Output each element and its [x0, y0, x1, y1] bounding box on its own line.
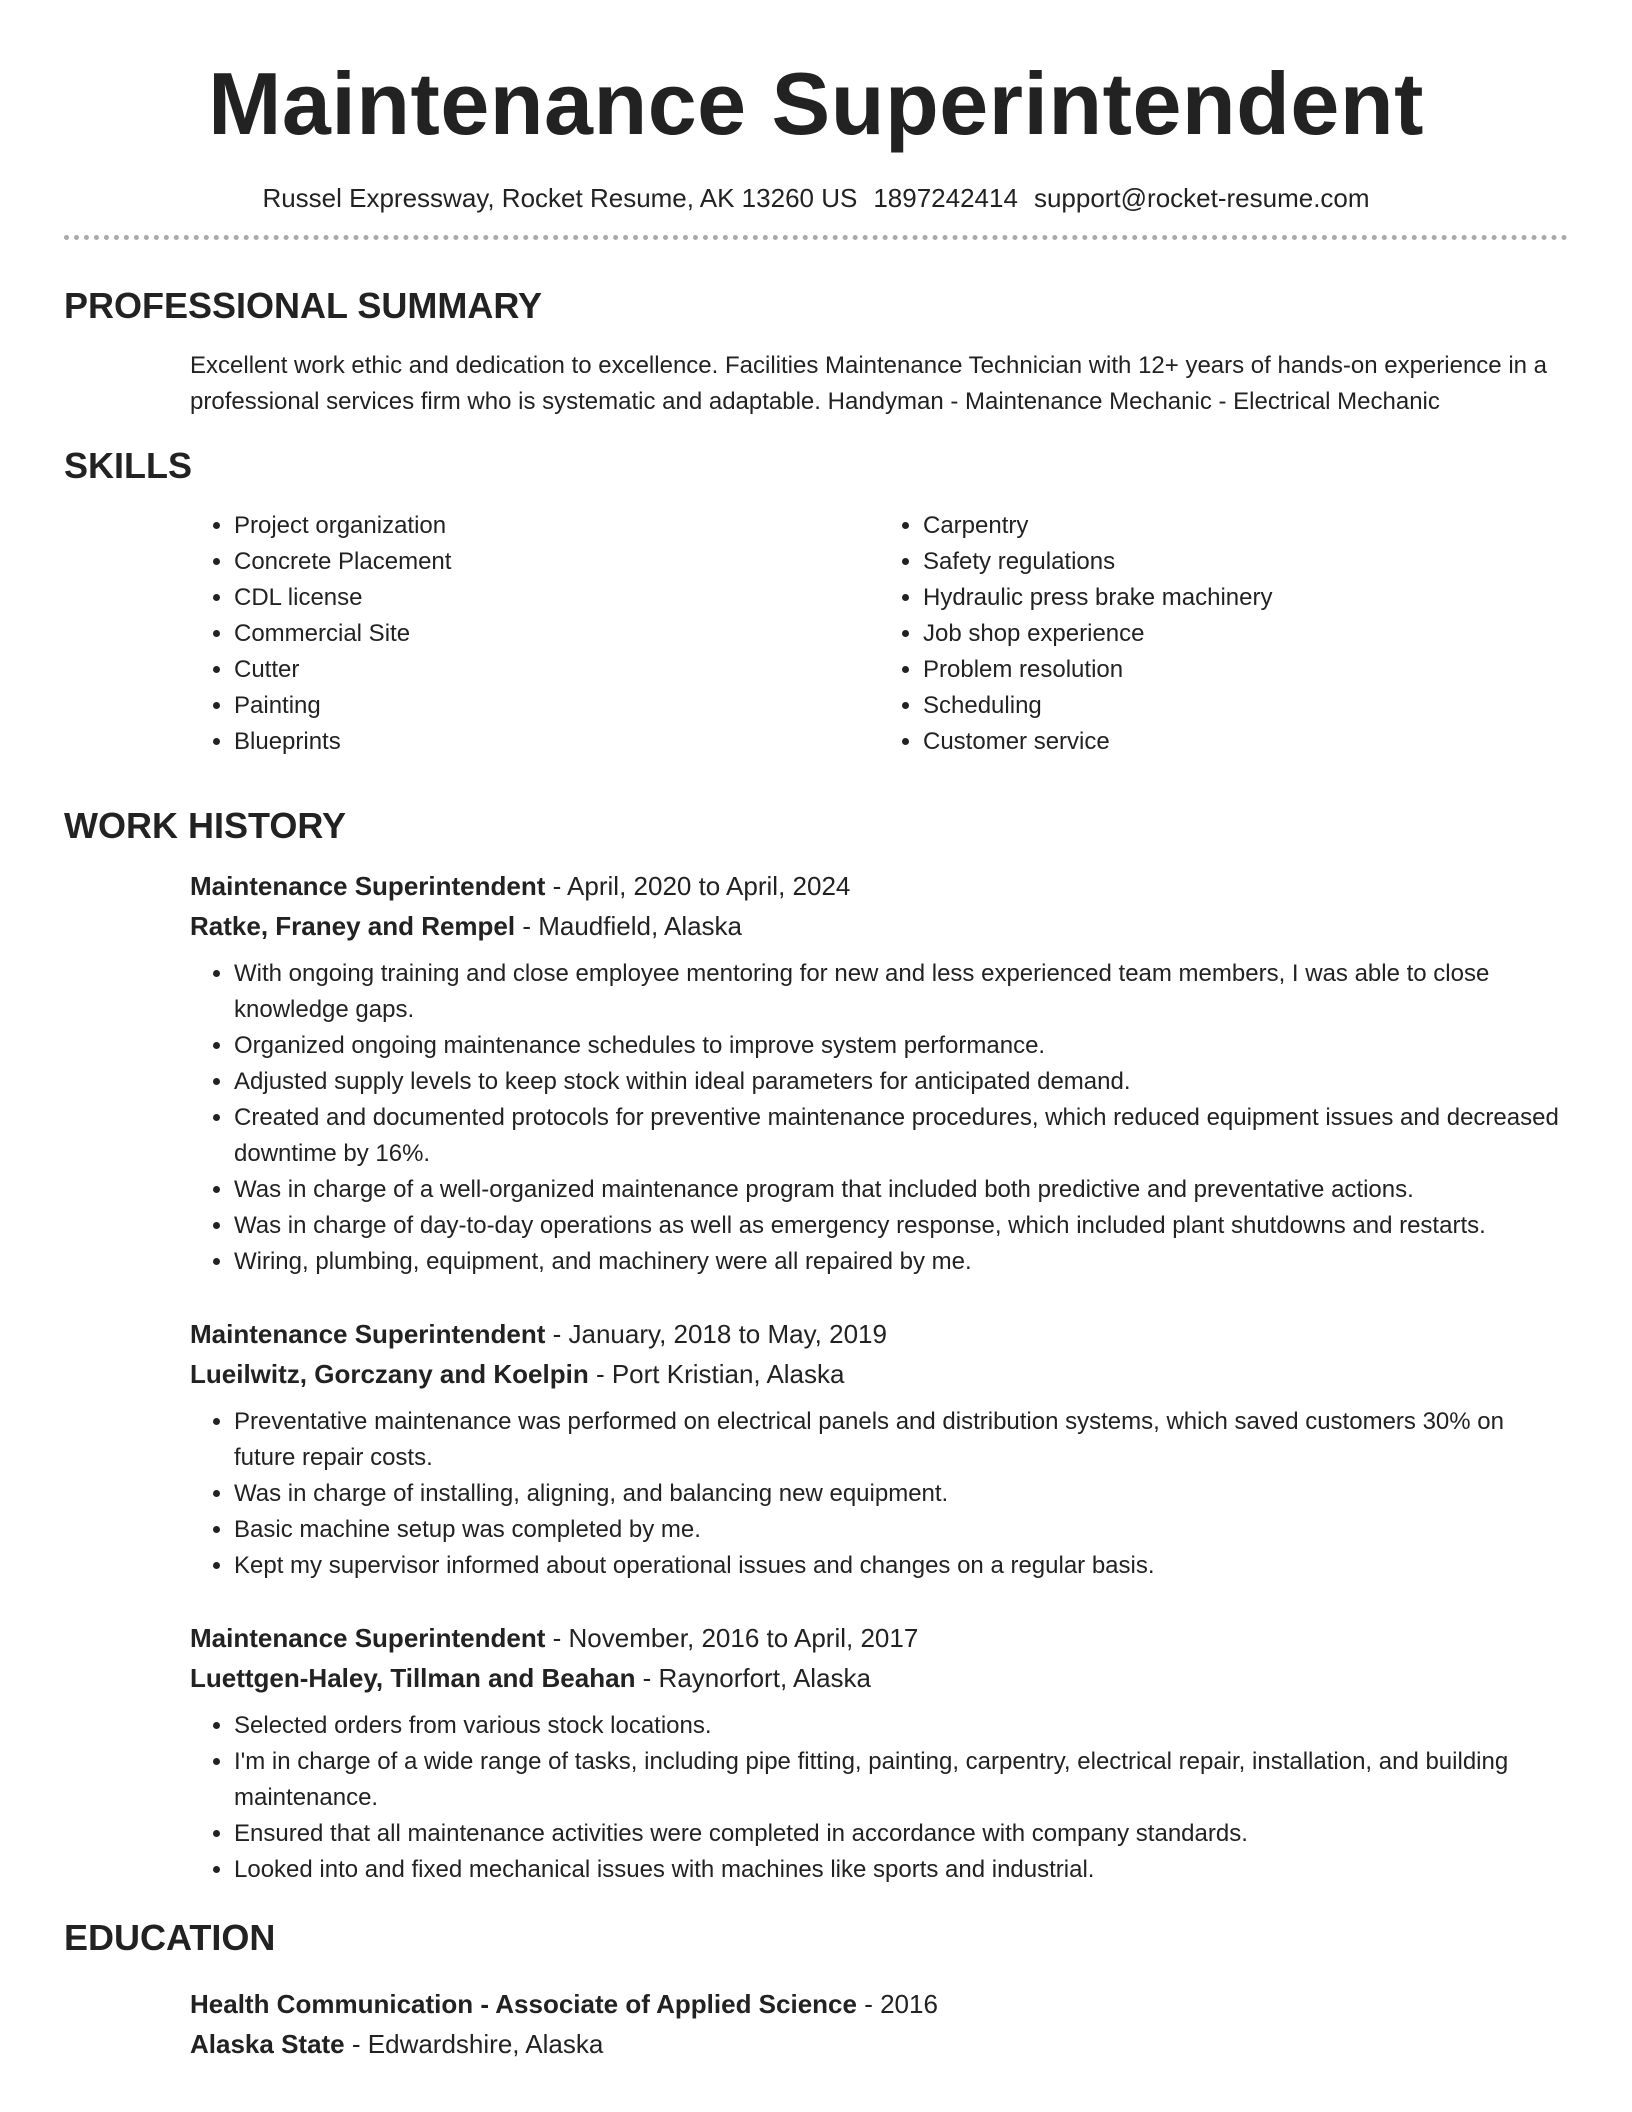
- education-entry: [190, 1984, 1568, 2064]
- summary-text: Excellent work ethic and dedication to excellence. Facilities Maintenance Technician with 12+ years of hands-on experience in a professional services firm who is systematic and adaptable. Handyman - Maintenance Mechanic - Electrical Mechanic: [190, 352, 1548, 415]
- job-entry: [190, 1314, 1568, 1584]
- skills-list-left: [190, 508, 879, 760]
- skill-item: • Commercial Site: [234, 616, 879, 652]
- education-school-line: [190, 2024, 1568, 2064]
- job-dates: - April, 2020 to April, 2024: [545, 871, 851, 901]
- skill-item: • Safety regulations: [923, 544, 1568, 580]
- job-title: Maintenance Superintendent: [190, 871, 546, 901]
- skill-item: • Blueprints: [234, 724, 879, 760]
- skill-item: • Painting: [234, 688, 879, 724]
- contact-email: support@rocket-resume.com: [1033, 183, 1370, 213]
- education-degree-line: [190, 1984, 1568, 2024]
- job-bullet: • Created and documented protocols for preventive maintenance procedures, which reduced equipment issues and decreased downtime by 16%.: [234, 1100, 1568, 1172]
- job-entry: [190, 866, 1568, 1280]
- skill-item: • Hydraulic press brake machinery: [923, 580, 1568, 616]
- job-title-line: [190, 1618, 1568, 1658]
- skill-item: • Customer service: [923, 724, 1568, 760]
- skill-item: • Project organization: [234, 508, 879, 544]
- header-divider: [64, 235, 1568, 240]
- resume-name: Maintenance Superintendent: [208, 54, 1424, 153]
- job-bullet: • Looked into and fixed mechanical issues with machines like sports and industrial.: [234, 1852, 1568, 1888]
- job-company-line: [190, 1354, 1568, 1394]
- work-heading: WORK HISTORY: [64, 805, 347, 846]
- job-location: - Port Kristian, Alaska: [588, 1359, 845, 1389]
- skill-item: • Concrete Placement: [234, 544, 879, 580]
- job-dates: - January, 2018 to May, 2019: [545, 1319, 887, 1349]
- job-bullet: • Adjusted supply levels to keep stock within ideal parameters for anticipated demand.: [234, 1064, 1568, 1100]
- job-bullet: • Ensured that all maintenance activities were completed in accordance with company standards.: [234, 1816, 1568, 1852]
- job-title: Maintenance Superintendent: [190, 1319, 546, 1349]
- contact-address: Russel Expressway, Rocket Resume, AK 13260 US: [262, 183, 858, 213]
- job-bullet: • With ongoing training and close employee mentoring for new and less experienced team members, I was able to close knowledge gaps.: [234, 956, 1568, 1028]
- job-location: - Raynorfort, Alaska: [635, 1663, 871, 1693]
- summary-section: [64, 284, 1568, 420]
- skills-heading: SKILLS: [64, 445, 193, 486]
- job-company-line: [190, 906, 1568, 946]
- skill-item: • Carpentry: [923, 508, 1568, 544]
- education-year: - 2016: [856, 1989, 938, 2019]
- job-company-line: [190, 1658, 1568, 1698]
- job-dates: - November, 2016 to April, 2017: [545, 1623, 919, 1653]
- job-title-line: [190, 1314, 1568, 1354]
- contact-line: [64, 181, 1568, 215]
- skill-item: • Job shop experience: [923, 616, 1568, 652]
- job-bullet: • Selected orders from various stock locations.: [234, 1708, 1568, 1744]
- skill-item: • Cutter: [234, 652, 879, 688]
- skills-section: [64, 444, 1568, 760]
- resume-page: [64, 0, 1568, 2064]
- skill-item: • CDL license: [234, 580, 879, 616]
- education-heading: EDUCATION: [64, 1917, 276, 1958]
- job-company: Ratke, Franey and Rempel: [190, 911, 516, 941]
- contact-phone: 1897242414: [873, 183, 1018, 213]
- job-bullet: • Kept my supervisor informed about operational issues and changes on a regular basis.: [234, 1548, 1568, 1584]
- summary-heading: PROFESSIONAL SUMMARY: [64, 285, 543, 326]
- job-bullets: [190, 1404, 1568, 1584]
- job-bullets: [190, 1708, 1568, 1888]
- education-section: [64, 1916, 1568, 2064]
- job-bullet: • Preventative maintenance was performed on electrical panels and distribution systems, which saved customers 30% on future repair costs.: [234, 1404, 1568, 1476]
- job-bullets: [190, 956, 1568, 1280]
- job-bullet: • Was in charge of a well-organized maintenance program that included both predictive and preventative actions.: [234, 1172, 1568, 1208]
- job-company: Lueilwitz, Gorczany and Koelpin: [190, 1359, 589, 1389]
- job-bullet: • Was in charge of day-to-day operations as well as emergency response, which included plant shutdowns and restarts.: [234, 1208, 1568, 1244]
- job-entry: [190, 1618, 1568, 1888]
- work-section: [64, 804, 1568, 1888]
- education-degree: Health Communication - Associate of Applied Science: [190, 1989, 857, 2019]
- job-title: Maintenance Superintendent: [190, 1623, 546, 1653]
- job-bullet: • Organized ongoing maintenance schedules to improve system performance.: [234, 1028, 1568, 1064]
- job-bullet: • Was in charge of installing, aligning, and balancing new equipment.: [234, 1476, 1568, 1512]
- job-bullet: • Basic machine setup was completed by me.: [234, 1512, 1568, 1548]
- job-location: - Maudfield, Alaska: [515, 911, 743, 941]
- skills-columns: [190, 508, 1568, 760]
- skill-item: • Problem resolution: [923, 652, 1568, 688]
- job-company: Luettgen-Haley, Tillman and Beahan: [190, 1663, 636, 1693]
- education-location: - Edwardshire, Alaska: [344, 2029, 604, 2059]
- skill-item: • Scheduling: [923, 688, 1568, 724]
- job-bullet: • I'm in charge of a wide range of tasks, including pipe fitting, painting, carpentry, electrical repair, installation, and building maintenance.: [234, 1744, 1568, 1816]
- job-bullet: • Wiring, plumbing, equipment, and machinery were all repaired by me.: [234, 1244, 1568, 1280]
- education-school: Alaska State: [190, 2029, 345, 2059]
- skills-list-right: [879, 508, 1568, 760]
- job-title-line: [190, 866, 1568, 906]
